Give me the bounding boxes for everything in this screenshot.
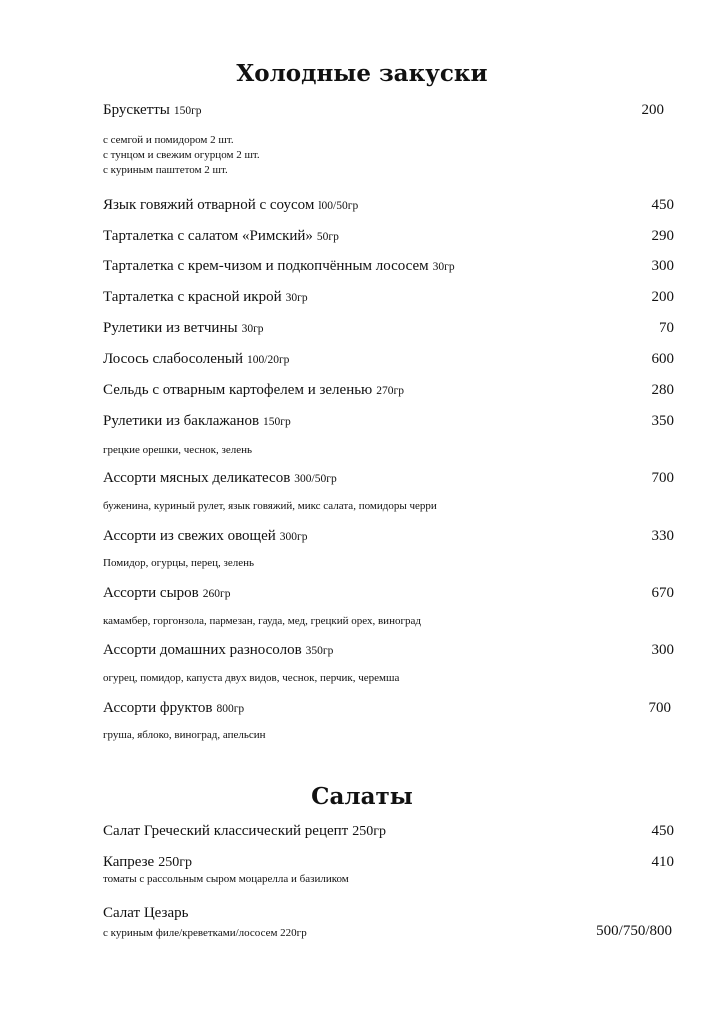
item-name: Капрезе bbox=[103, 854, 155, 870]
menu-item-caprese bbox=[103, 854, 674, 874]
item-weight: 50гр bbox=[316, 231, 339, 243]
item-weight: 250гр bbox=[352, 824, 386, 839]
item-price: 410 bbox=[651, 854, 674, 870]
section-title-salads: Салаты bbox=[311, 783, 413, 810]
menu-item-eggplant-rolls bbox=[103, 413, 674, 433]
item-name: Тарталетка с салатом «Римский» bbox=[103, 228, 313, 244]
item-price: 670 bbox=[651, 585, 674, 601]
item-weight: l00/50гр bbox=[318, 200, 359, 212]
section-title-cold-appetizers: Холодные закуски bbox=[236, 60, 488, 87]
item-name: Брускетты bbox=[103, 102, 170, 118]
menu-item-pickles-platter bbox=[103, 642, 674, 662]
item-name: Лосось слабосоленый bbox=[103, 351, 243, 367]
item-name: Язык говяжий отварной с соусом bbox=[103, 197, 315, 213]
item-weight: 350гр bbox=[305, 645, 334, 657]
item-price: 330 bbox=[651, 528, 674, 544]
menu-item-meat-platter bbox=[103, 470, 674, 490]
menu-item-tart-caviar bbox=[103, 289, 674, 309]
item-name: Ассорти мясных деликатесов bbox=[103, 470, 291, 486]
item-name: Сельдь с отварным картофелем и зеленью bbox=[103, 382, 373, 398]
item-weight: 150гр bbox=[263, 416, 291, 428]
menu-item-ham-rolls bbox=[103, 320, 674, 340]
item-description: огурец, помидор, капуста двух видов, чеснок, перчик, черемша bbox=[103, 672, 400, 684]
item-price: 300 bbox=[651, 258, 674, 274]
item-name: Салат Цезарь bbox=[103, 905, 189, 921]
item-weight: 30гр bbox=[241, 323, 264, 335]
item-name: Ассорти фруктов bbox=[103, 700, 213, 716]
item-price: 200 bbox=[651, 289, 674, 305]
item-price: 200 bbox=[641, 102, 664, 118]
item-description: Помидор, огурцы, перец, зелень bbox=[103, 557, 255, 569]
menu-item-bruschetta bbox=[103, 102, 674, 122]
item-name: Тарталетка с крем-чизом и подкопчённым лососем bbox=[103, 258, 429, 274]
item-description: грецкие орешки, чеснок, зелень bbox=[103, 444, 253, 456]
item-name: Салат Греческий классический рецепт bbox=[103, 823, 349, 839]
menu-item-tart-cream-cheese bbox=[103, 258, 674, 278]
item-weight: 30гр bbox=[285, 292, 308, 304]
menu-item-fruit-platter bbox=[103, 700, 674, 720]
item-weight: 800гр bbox=[216, 703, 245, 715]
menu-item-herring bbox=[103, 382, 674, 402]
item-weight: 100/20гр bbox=[247, 354, 290, 366]
item-description: томаты с рассольным сыром моцарелла и базиликом bbox=[103, 873, 349, 885]
item-weight: 260гр bbox=[202, 588, 231, 600]
menu-item-caesar bbox=[103, 905, 674, 925]
item-price: 300 bbox=[651, 642, 674, 658]
item-description: с куриным филе/креветками/лососем 220гр bbox=[103, 927, 307, 939]
menu-item-greek-salad bbox=[103, 823, 674, 843]
item-description: камамбер, горгонзола, пармезан, гауда, мед, грецкий орех, виноград bbox=[103, 615, 421, 627]
item-name: Ассорти домашних разносолов bbox=[103, 642, 302, 658]
item-weight: 30гр bbox=[432, 261, 455, 273]
item-name: Рулетики из ветчины bbox=[103, 320, 238, 336]
item-price: 700 bbox=[648, 700, 671, 716]
menu-item-salmon bbox=[103, 351, 674, 371]
item-description: груша, яблоко, виноград, апельсин bbox=[103, 729, 266, 741]
item-price: 280 bbox=[651, 382, 674, 398]
item-weight: 270гр bbox=[376, 385, 404, 397]
item-description: с семгой и помидором 2 шт. с тунцом и свежим огурцом 2 шт. с куриным паштетом 2 шт. bbox=[103, 134, 260, 176]
item-price: 350 bbox=[651, 413, 674, 429]
item-weight: 300гр bbox=[279, 531, 308, 543]
item-name: Ассорти сыров bbox=[103, 585, 199, 601]
menu-item-tart-roman bbox=[103, 228, 674, 248]
item-weight: 150гр bbox=[173, 105, 202, 117]
item-name: Ассорти из свежих овощей bbox=[103, 528, 276, 544]
item-name: Рулетики из баклажанов bbox=[103, 413, 260, 429]
item-price: 500/750/800 bbox=[596, 923, 672, 939]
item-description: буженина, куриный рулет, язык говяжий, микс салата, помидоры черри bbox=[103, 500, 437, 512]
item-weight: 300/50гр bbox=[294, 473, 337, 485]
menu-item-cheese-platter bbox=[103, 585, 674, 605]
item-price: 70 bbox=[659, 320, 674, 336]
item-name: Тарталетка с красной икрой bbox=[103, 289, 282, 305]
item-price: 290 bbox=[651, 228, 674, 244]
item-price: 450 bbox=[651, 823, 674, 839]
item-price: 700 bbox=[651, 470, 674, 486]
item-weight: 250гр bbox=[158, 855, 192, 870]
item-price: 450 bbox=[651, 197, 674, 213]
menu-item-vegetable-platter bbox=[103, 528, 674, 548]
item-price: 600 bbox=[651, 351, 674, 367]
menu-item-tongue bbox=[103, 197, 674, 217]
